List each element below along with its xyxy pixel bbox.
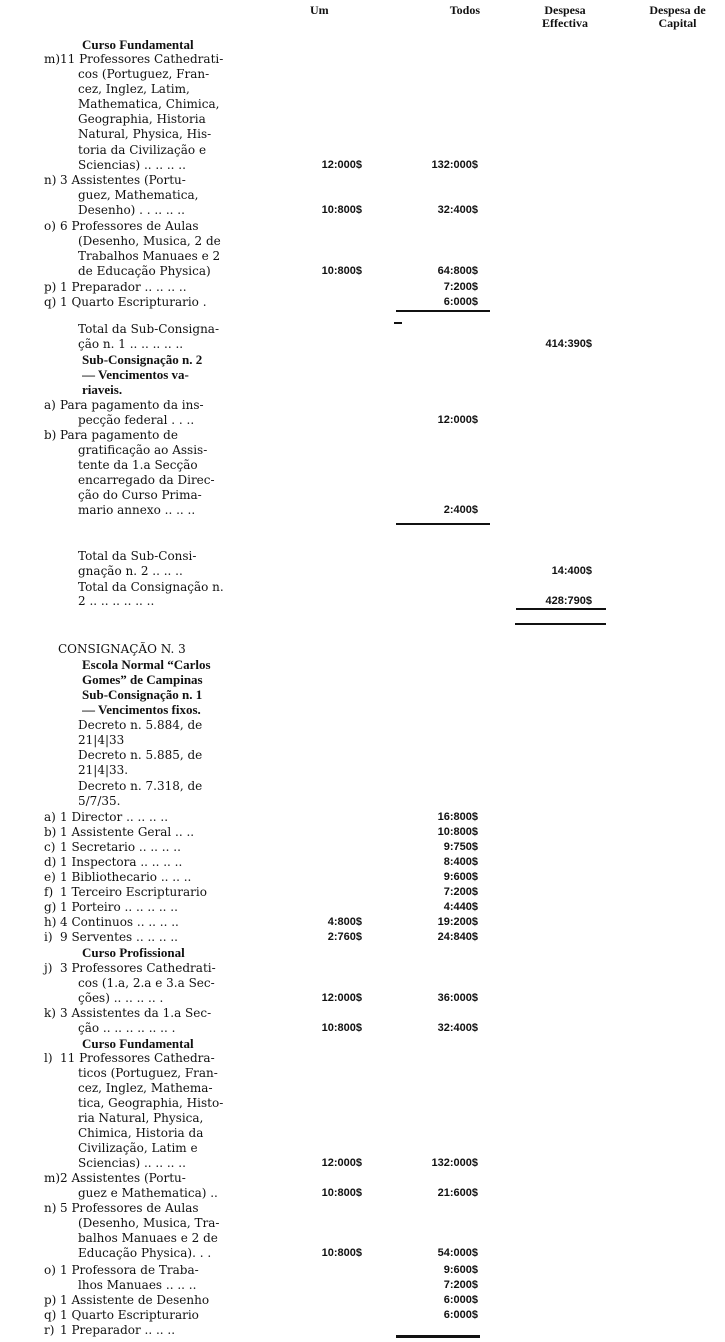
table-row: [0, 825, 725, 840]
table-row: [0, 473, 725, 488]
value-todos: 64:800$: [437, 265, 478, 277]
value-todos: 9:600$: [443, 1264, 478, 1276]
table-row: [0, 840, 725, 855]
table-row: [0, 1186, 725, 1201]
item-letter: n): [44, 173, 57, 187]
item-description: Total da Sub-Consigna-: [78, 322, 220, 336]
item-description: Para pagamento de: [60, 428, 178, 442]
item-description: 5/7/35.: [78, 794, 121, 808]
item-description: mario annexo .. .. ..: [78, 503, 196, 517]
item-description: Sciencias) .. .. .. ..: [78, 158, 186, 172]
table-row: [0, 1036, 725, 1051]
table-row: [0, 249, 725, 264]
table-row: [0, 188, 725, 203]
item-description: — Vencimentos fixos.: [82, 702, 201, 717]
table-row: [0, 413, 725, 428]
table-row: [0, 1263, 725, 1278]
table-row: [0, 127, 725, 142]
table-row: [0, 1066, 725, 1081]
item-description: encarregado da Direc-: [78, 473, 215, 487]
table-row: [0, 642, 725, 657]
item-letter: e): [44, 870, 56, 884]
item-description: Escola Normal “Carlos: [82, 657, 211, 672]
item-letter: j): [44, 961, 53, 975]
table-row: [0, 1216, 725, 1231]
value-um: 2:760$: [327, 931, 362, 943]
item-description: cez, Inglez, Latim,: [78, 82, 190, 96]
table-row: [0, 1096, 725, 1111]
table-row: [0, 1308, 725, 1323]
item-letter: a): [44, 810, 56, 824]
value-despesa-effectiva: 428:790$: [545, 595, 592, 607]
item-letter: l): [44, 1051, 53, 1065]
item-description: Educação Physica). . .: [78, 1246, 212, 1260]
item-description: 21|4|33: [78, 733, 125, 747]
item-description: guez, Mathematica,: [78, 188, 199, 202]
item-description: Desenho) . . .. .. ..: [78, 203, 185, 217]
value-todos: 6:000$: [443, 296, 478, 308]
table-row: [0, 1111, 725, 1126]
item-description: 3 Assistentes da 1.a Sec-: [60, 1006, 212, 1020]
table-row: [0, 112, 725, 127]
item-description: 1 Professora de Traba-: [60, 1263, 199, 1277]
item-description: lhos Manuaes .. .. ..: [78, 1278, 197, 1292]
table-row: [0, 1126, 725, 1141]
table-row: [0, 594, 725, 609]
item-description: 1 Inspectora .. .. .. ..: [60, 855, 183, 869]
item-description: Curso Profissional: [82, 945, 185, 960]
table-row: [0, 503, 725, 518]
column-header-despesa-capital: Despesa de Capital: [649, 3, 706, 30]
item-description: gnação n. 2 .. .. ..: [78, 564, 183, 578]
value-um: 10:800$: [321, 1022, 362, 1034]
value-todos: 16:800$: [437, 811, 478, 823]
subtotal-rule: [396, 523, 490, 525]
item-letter: a): [44, 398, 56, 412]
item-description: toria da Civilização e: [78, 143, 207, 157]
value-um: 10:800$: [321, 1187, 362, 1199]
value-um: 12:000$: [321, 1157, 362, 1169]
table-row: [0, 687, 725, 702]
item-description: Civilização, Latim e: [78, 1141, 198, 1155]
item-description: 5 Professores de Aulas: [60, 1201, 199, 1215]
table-row: [0, 733, 725, 748]
value-todos: 7:200$: [443, 281, 478, 293]
table-row: [0, 1141, 725, 1156]
item-description: cez, Inglez, Mathema-: [78, 1081, 213, 1095]
table-row: [0, 672, 725, 687]
subtotal-rule: [396, 1335, 480, 1338]
value-todos: 10:800$: [437, 826, 478, 838]
item-description: 11 Professores Cathedrati-: [60, 52, 224, 66]
value-todos: 12:000$: [437, 414, 478, 426]
value-um: 10:800$: [321, 265, 362, 277]
table-row: [0, 1051, 725, 1066]
value-todos: 4:440$: [443, 901, 478, 913]
table-row: [0, 1201, 725, 1216]
item-description: 2 Assistentes (Portu-: [60, 1171, 186, 1185]
item-description: ticos (Portuguez, Fran-: [78, 1066, 218, 1080]
value-todos: 8:400$: [443, 856, 478, 868]
item-description: 1 Preparador .. .. .. ..: [60, 280, 187, 294]
item-description: Decreto n. 5.885, de: [78, 748, 203, 762]
item-description: 1 Porteiro .. .. .. .. ..: [60, 900, 178, 914]
item-description: Sub-Consignação n. 1: [82, 687, 203, 702]
table-row: [0, 991, 725, 1006]
value-todos: 54:000$: [437, 1247, 478, 1259]
item-description: Curso Fundamental: [82, 37, 194, 52]
column-header-todos: Todos: [449, 3, 480, 17]
item-letter: q): [44, 295, 57, 309]
item-description: Curso Fundamental: [82, 1036, 194, 1051]
value-todos: 9:600$: [443, 871, 478, 883]
item-letter: o): [44, 219, 56, 233]
item-letter: f): [44, 885, 54, 899]
item-description: CONSIGNAÇÃO N. 3: [58, 642, 186, 656]
table-row: [0, 367, 725, 382]
table-row: [0, 855, 725, 870]
table-row: [0, 1246, 725, 1261]
item-description: Mathematica, Chimica,: [78, 97, 220, 111]
column-header-um: Um: [310, 3, 329, 17]
total-rule: [516, 608, 606, 610]
item-letter: r): [44, 1323, 55, 1337]
item-letter: n): [44, 1201, 57, 1215]
table-row: [0, 1156, 725, 1171]
item-description: 11 Professores Cathedra-: [60, 1051, 215, 1065]
item-description: Para pagamento da ins-: [60, 398, 204, 412]
item-description: 1 Assistente Geral .. ..: [60, 825, 195, 839]
table-row: [0, 900, 725, 915]
table-row: [0, 337, 725, 352]
table-row: [0, 1231, 725, 1246]
table-row: [0, 398, 725, 413]
value-todos: 9:750$: [443, 841, 478, 853]
table-row: [0, 549, 725, 564]
table-row: [0, 352, 725, 367]
item-description: 1 Assistente de Desenho: [60, 1293, 210, 1307]
item-letter: o): [44, 1263, 56, 1277]
table-row: [0, 67, 725, 82]
item-description: gratificação ao Assis-: [78, 443, 208, 457]
table-row: [0, 158, 725, 173]
item-description: Sub-Consignação n. 2: [82, 352, 203, 367]
value-todos: 132:000$: [431, 159, 478, 171]
value-todos: 36:000$: [437, 992, 478, 1004]
value-um: 4:800$: [327, 916, 362, 928]
item-description: 6 Professores de Aulas: [60, 219, 199, 233]
table-row: [0, 1278, 725, 1293]
table-row: [0, 885, 725, 900]
subtotal-rule: [394, 322, 402, 324]
item-description: ria Natural, Physica,: [78, 1111, 204, 1125]
item-description: ção .. .. .. .. .. .. .: [78, 1021, 176, 1035]
table-row: [0, 203, 725, 218]
value-um: 12:000$: [321, 159, 362, 171]
item-description: (Desenho, Musica, Tra-: [78, 1216, 220, 1230]
table-row: [0, 82, 725, 97]
item-letter: c): [44, 840, 56, 854]
table-row: [0, 718, 725, 733]
table-row: [0, 930, 725, 945]
subtotal-rule: [396, 310, 490, 312]
value-todos: 24:840$: [437, 931, 478, 943]
table-row: [0, 458, 725, 473]
item-description: Chimica, Historia da: [78, 1126, 204, 1140]
item-description: (Desenho, Musica, 2 de: [78, 234, 221, 248]
item-letter: i): [44, 930, 53, 944]
item-description: cos (1.a, 2.a e 3.a Sec-: [78, 976, 215, 990]
table-row: [0, 657, 725, 672]
table-row: [0, 763, 725, 778]
table-row: [0, 580, 725, 595]
value-todos: 7:200$: [443, 1279, 478, 1291]
item-description: Decreto n. 5.884, de: [78, 718, 203, 732]
table-row: [0, 280, 725, 295]
item-description: Geographia, Historia: [78, 112, 206, 126]
item-letter: g): [44, 900, 57, 914]
item-description: tente da 1.a Secção: [78, 458, 198, 472]
item-letter: b): [44, 825, 57, 839]
table-row: [0, 915, 725, 930]
table-row: [0, 961, 725, 976]
item-description: 2 .. .. .. .. .. ..: [78, 594, 155, 608]
value-todos: 32:400$: [437, 1022, 478, 1034]
item-description: 1 Quarto Escripturario: [60, 1308, 199, 1322]
table-row: [0, 748, 725, 763]
item-description: cos (Portuguez, Fran-: [78, 67, 210, 81]
item-letter: p): [44, 1293, 57, 1307]
item-description: pecção federal . . ..: [78, 413, 195, 427]
table-row: [0, 976, 725, 991]
item-description: tica, Geographia, Histo-: [78, 1096, 224, 1110]
item-description: — Vencimentos va-: [82, 367, 189, 382]
item-description: ção do Curso Prima-: [78, 488, 202, 502]
table-row: [0, 810, 725, 825]
table-row: [0, 443, 725, 458]
table-row: [0, 1021, 725, 1036]
item-description: ções) .. .. .. .. .: [78, 991, 164, 1005]
item-description: 1 Quarto Escripturario .: [60, 295, 207, 309]
value-todos: 6:000$: [443, 1294, 478, 1306]
table-row: [0, 428, 725, 443]
item-letter: q): [44, 1308, 57, 1322]
item-letter: p): [44, 280, 57, 294]
item-description: Total da Sub-Consi-: [78, 549, 197, 563]
table-row: [0, 234, 725, 249]
table-row: [0, 219, 725, 234]
table-row: [0, 322, 725, 337]
item-description: 1 Terceiro Escripturario: [60, 885, 207, 899]
item-description: 1 Bibliothecario .. .. ..: [60, 870, 192, 884]
value-todos: 132:000$: [431, 1157, 478, 1169]
item-description: 4 Continuos .. .. .. ..: [60, 915, 179, 929]
item-description: 3 Professores Cathedrati-: [60, 961, 216, 975]
value-todos: 21:600$: [437, 1187, 478, 1199]
value-todos: 6:000$: [443, 1309, 478, 1321]
table-row: [0, 488, 725, 503]
value-todos: 7:200$: [443, 886, 478, 898]
value-todos: 32:400$: [437, 204, 478, 216]
table-row: [0, 779, 725, 794]
table-row: [0, 295, 725, 310]
table-row: [0, 1006, 725, 1021]
item-letter: b): [44, 428, 57, 442]
total-rule: [515, 623, 606, 625]
item-description: Natural, Physica, His-: [78, 127, 212, 141]
table-row: [0, 97, 725, 112]
value-despesa-effectiva: 14:400$: [551, 565, 592, 577]
item-description: Total da Consignação n.: [78, 580, 224, 594]
value-despesa-effectiva: 414:390$: [545, 338, 592, 350]
column-header-despesa-effectiva: Despesa Effectiva: [542, 3, 588, 30]
table-row: [0, 1323, 725, 1338]
value-um: 10:800$: [321, 1247, 362, 1259]
value-todos: 2:400$: [443, 504, 478, 516]
table-row: [0, 173, 725, 188]
table-row: [0, 52, 725, 67]
item-letter: d): [44, 855, 57, 869]
item-description: balhos Manuaes e 2 de: [78, 1231, 218, 1245]
table-row: [0, 1081, 725, 1096]
item-description: Trabalhos Manuaes e 2: [78, 249, 221, 263]
item-description: 21|4|33.: [78, 763, 129, 777]
item-description: de Educação Physica): [78, 264, 211, 278]
item-description: 9 Serventes .. .. .. ..: [60, 930, 178, 944]
item-letter: k): [44, 1006, 56, 1020]
table-row: [0, 564, 725, 579]
table-row: [0, 794, 725, 809]
item-letter: m): [44, 52, 61, 66]
item-description: Sciencias) .. .. .. ..: [78, 1156, 186, 1170]
item-description: 3 Assistentes (Portu-: [60, 173, 186, 187]
table-row: [0, 143, 725, 158]
value-um: 10:800$: [321, 204, 362, 216]
value-todos: 19:200$: [437, 916, 478, 928]
value-um: 12:000$: [321, 992, 362, 1004]
table-row: [0, 382, 725, 397]
item-description: Decreto n. 7.318, de: [78, 779, 203, 793]
item-description: 1 Secretario .. .. .. ..: [60, 840, 181, 854]
item-description: guez e Mathematica) ..: [78, 1186, 218, 1200]
table-row: [0, 1171, 725, 1186]
table-row: [0, 702, 725, 717]
item-letter: m): [44, 1171, 61, 1185]
item-description: Gomes” de Campinas: [82, 672, 203, 687]
item-description: riaveis.: [82, 382, 123, 397]
item-description: 1 Director .. .. .. ..: [60, 810, 169, 824]
table-row: [0, 1293, 725, 1308]
item-letter: h): [44, 915, 57, 929]
table-row: [0, 264, 725, 279]
table-row: [0, 37, 725, 52]
item-description: ção n. 1 .. .. .. .. ..: [78, 337, 184, 351]
item-description: 1 Preparador .. .. ..: [60, 1323, 176, 1337]
table-row: [0, 945, 725, 960]
table-row: [0, 870, 725, 885]
